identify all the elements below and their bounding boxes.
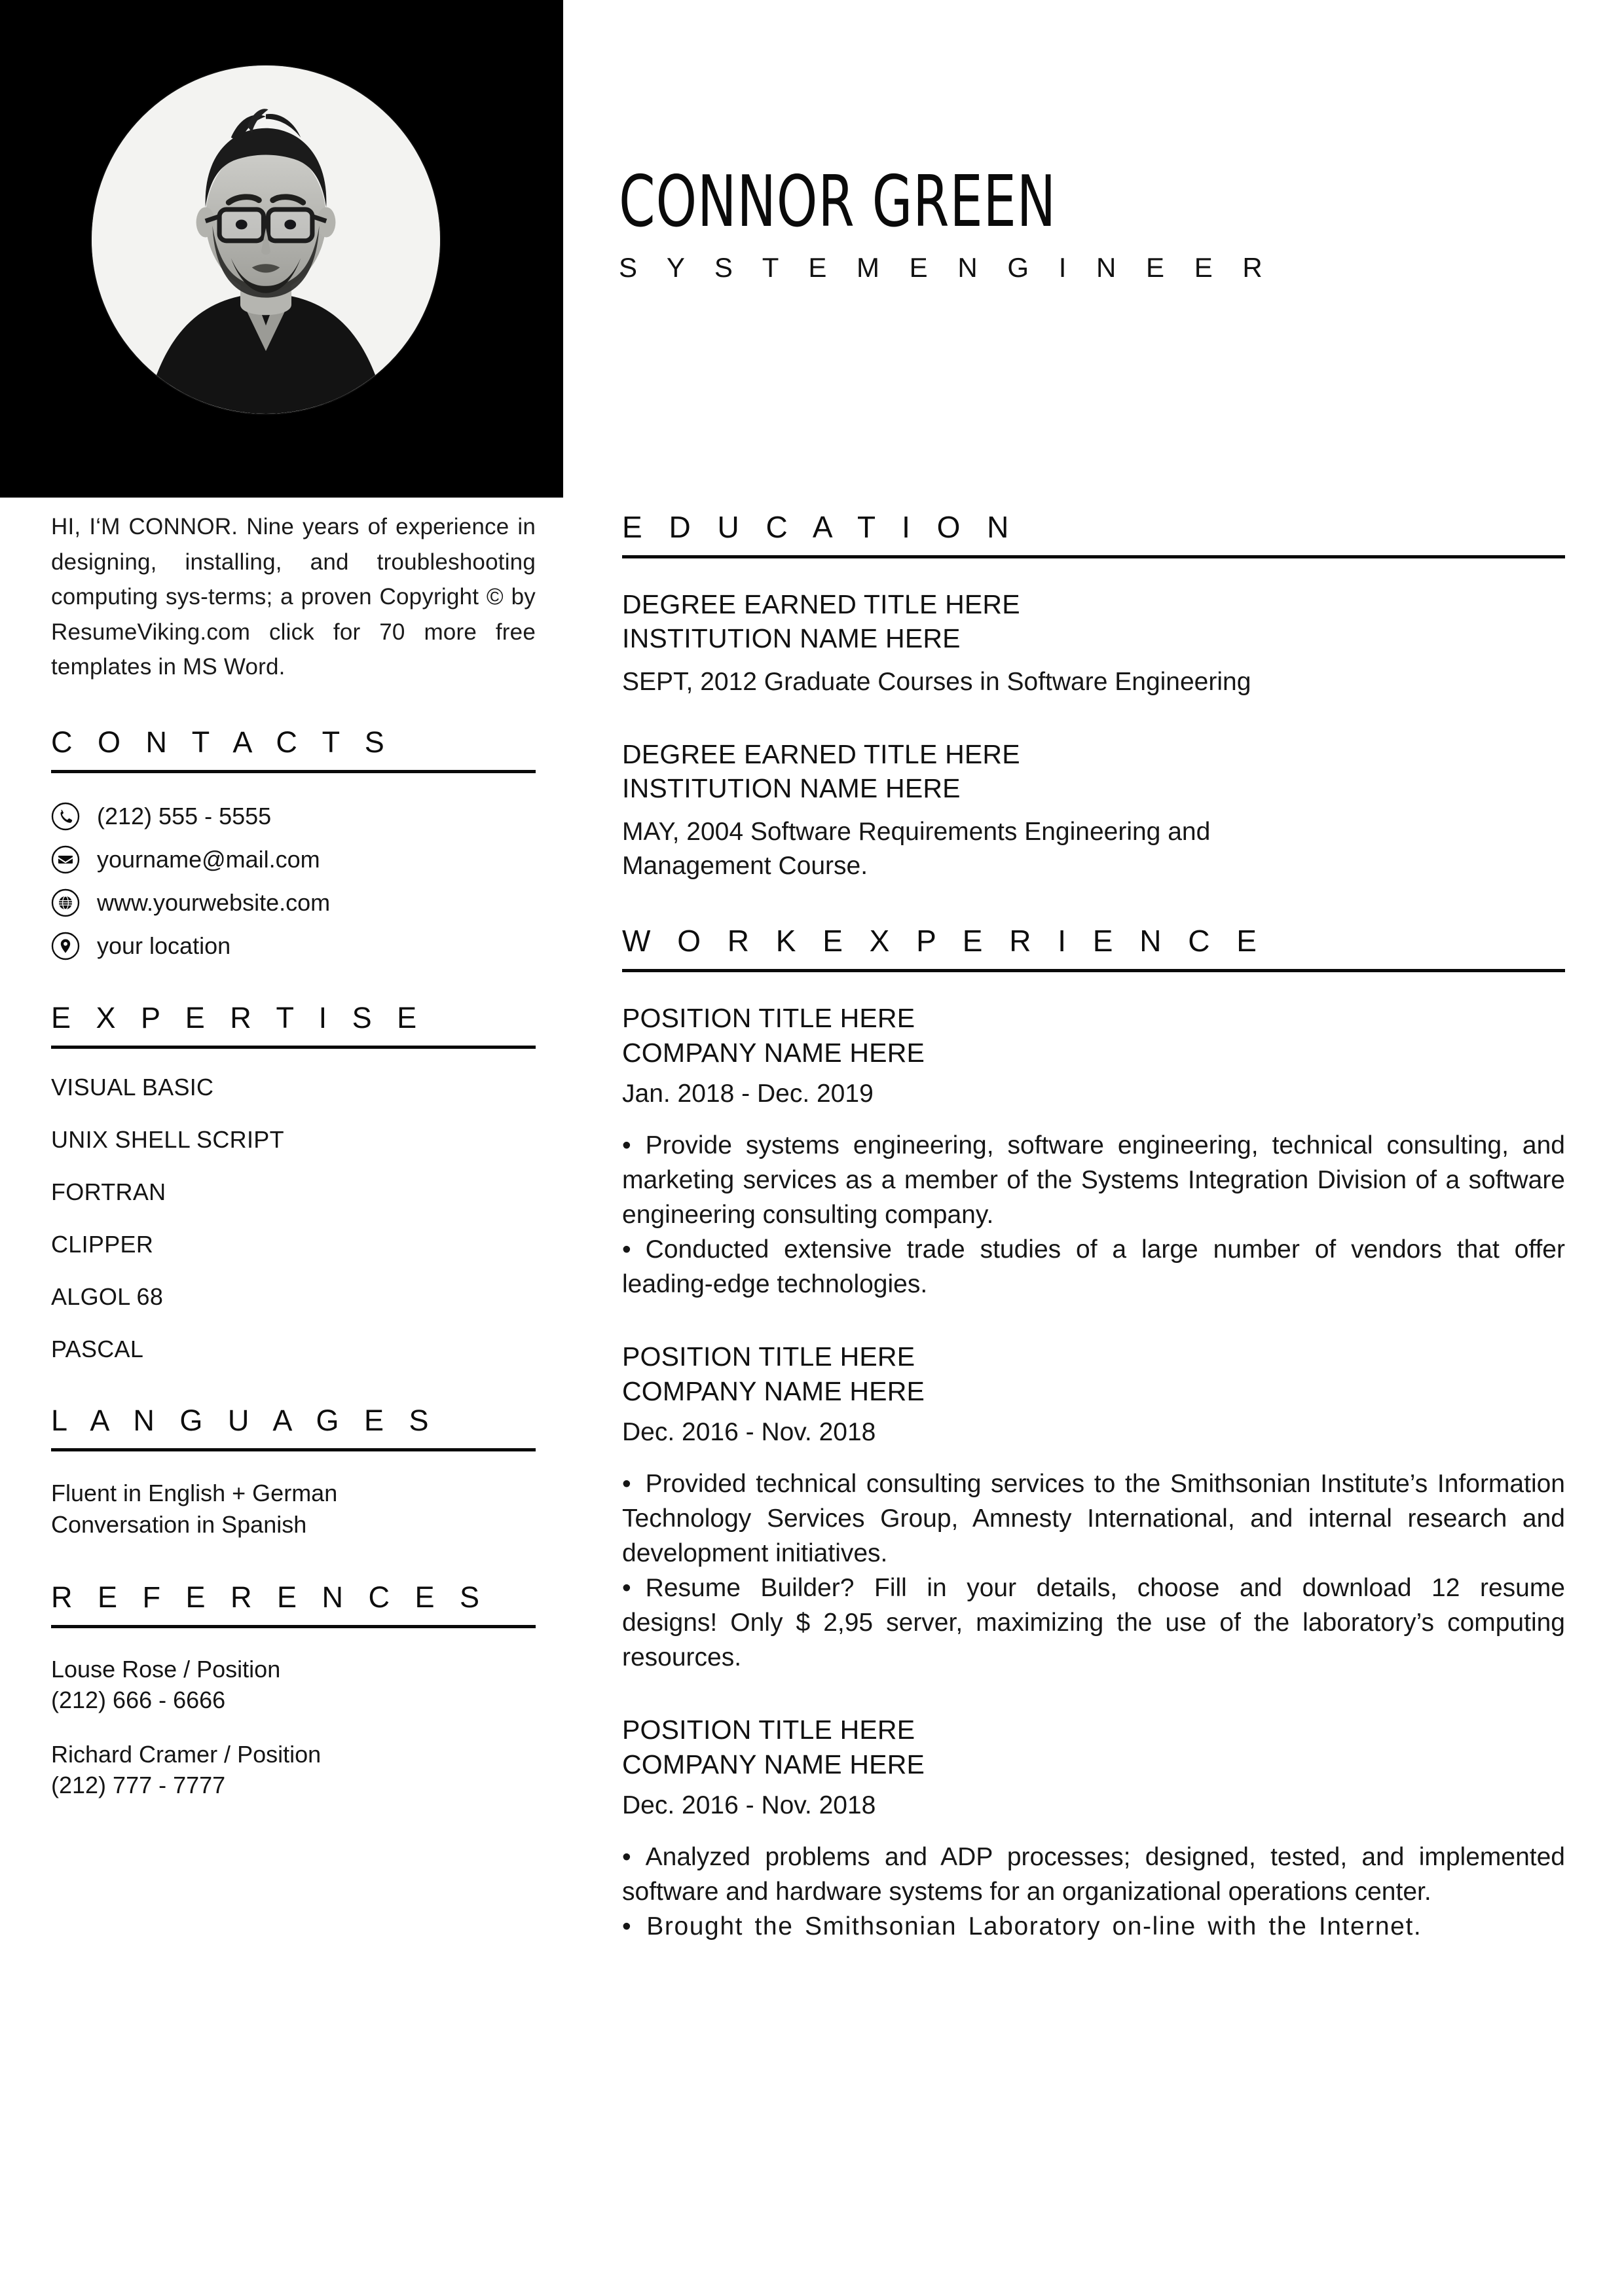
bullet-glyph: • bbox=[622, 1469, 631, 1498]
bullet-text: Analyzed problems and ADP processes; designed, tested, and implemented software and hardware systems for an organizational operations center. bbox=[622, 1842, 1565, 1906]
page-title: CONNOR GREEN bbox=[619, 161, 1057, 243]
languages-heading: L A N G U A G E S bbox=[51, 1403, 437, 1437]
skill-label: UNIX SHELL SCRIPT bbox=[51, 1125, 284, 1153]
location-pin-icon bbox=[51, 932, 80, 960]
work-experience-divider bbox=[622, 969, 1565, 972]
reference-name: Louse Rose / Position bbox=[51, 1656, 281, 1683]
skill-row bbox=[51, 1126, 536, 1154]
job-company: COMPANY NAME HERE bbox=[622, 1749, 925, 1779]
skill-label: VISUAL BASIC bbox=[51, 1073, 214, 1101]
education-item bbox=[622, 587, 1565, 699]
bullet-glyph: • bbox=[622, 1235, 631, 1264]
work-experience-heading: W O R K E X P E R I E N C E bbox=[622, 924, 1266, 958]
bullet-glyph: • bbox=[622, 1131, 631, 1160]
contacts-divider bbox=[51, 770, 536, 773]
references-list bbox=[51, 1654, 536, 1800]
sidebar bbox=[51, 509, 536, 1801]
job-title: S Y S T E M E N G I N E E R bbox=[619, 252, 1274, 283]
job-bullet bbox=[622, 1467, 1565, 1571]
work-experience-section bbox=[622, 923, 1565, 1943]
languages-divider bbox=[51, 1448, 536, 1451]
contacts-list bbox=[51, 802, 536, 960]
work-experience-item bbox=[622, 1001, 1565, 1302]
job-dates: Dec. 2016 - Nov. 2018 bbox=[622, 1791, 876, 1819]
education-list bbox=[622, 587, 1565, 883]
education-heading: E D U C A T I O N bbox=[622, 510, 1018, 544]
references-section bbox=[51, 1580, 536, 1800]
job-bullet bbox=[622, 1232, 1565, 1302]
skill-label: CLIPPER bbox=[51, 1230, 154, 1258]
expertise-list bbox=[51, 1074, 536, 1363]
reference-phone: (212) 666 - 6666 bbox=[51, 1686, 226, 1714]
contacts-section bbox=[51, 725, 536, 960]
expertise-heading: E X P E R T I S E bbox=[51, 1000, 426, 1034]
job-position: POSITION TITLE HERE bbox=[622, 1715, 915, 1745]
languages-list bbox=[51, 1478, 536, 1540]
reference-name: Richard Cramer / Position bbox=[51, 1741, 322, 1768]
job-bullets bbox=[622, 1467, 1565, 1675]
bullet-glyph: • bbox=[622, 1842, 631, 1871]
bullet-text: Provide systems engineering, software engineering, technical consulting, and marketing services as a member of the Systems Integration Division of a software engineering consulting company. bbox=[622, 1131, 1565, 1230]
job-bullets bbox=[622, 1840, 1565, 1944]
education-detail: MAY, 2004 Software Requirements Engineering and Management Course. bbox=[622, 817, 1211, 880]
bullet-text: Provided technical consulting services to the Smithsonian Institute’s Information Technology Services Group, Amnesty International, and internal research and development initiatives. bbox=[622, 1469, 1565, 1567]
reference-item bbox=[51, 1654, 536, 1716]
envelope-icon bbox=[51, 845, 80, 874]
skill-row bbox=[51, 1336, 536, 1363]
bullet-text: Conducted extensive trade studies of a large number of vendors that offer leading-edge technologies. bbox=[622, 1235, 1565, 1299]
phone-icon bbox=[51, 802, 80, 831]
job-bullets bbox=[622, 1128, 1565, 1302]
work-experience-item bbox=[622, 1339, 1565, 1675]
job-dates: Dec. 2016 - Nov. 2018 bbox=[622, 1418, 876, 1447]
skill-row bbox=[51, 1283, 536, 1311]
expertise-divider bbox=[51, 1046, 536, 1049]
profile-photo-illustration bbox=[92, 65, 440, 414]
job-company: COMPANY NAME HERE bbox=[622, 1376, 925, 1406]
bullet-glyph: • bbox=[622, 1912, 633, 1941]
bullet-text: Brought the Smithsonian Laboratory on-line with the Internet. bbox=[646, 1912, 1422, 1941]
skill-label: FORTRAN bbox=[51, 1178, 166, 1205]
skill-label: ALGOL 68 bbox=[51, 1283, 164, 1310]
education-institution: INSTITUTION NAME HERE bbox=[622, 773, 961, 804]
bullet-text: Resume Builder? Fill in your details, choose and download 12 resume designs! Only $ 2,95 server, maximizing the use of the laboratory’s computing resources. bbox=[622, 1573, 1565, 1672]
work-experience-item bbox=[622, 1713, 1565, 1944]
education-degree: DEGREE EARNED TITLE HERE bbox=[622, 738, 1020, 769]
profile-photo bbox=[90, 64, 441, 415]
job-bullet bbox=[622, 1840, 1565, 1909]
job-bullet bbox=[622, 1128, 1565, 1232]
contact-value-location: your location bbox=[97, 932, 231, 959]
work-experience-list bbox=[622, 1001, 1565, 1943]
contact-item-website[interactable] bbox=[51, 888, 536, 917]
contact-value-phone: (212) 555 - 5555 bbox=[97, 802, 272, 829]
job-company: COMPANY NAME HERE bbox=[622, 1037, 925, 1068]
job-bullet bbox=[622, 1571, 1565, 1675]
job-position: POSITION TITLE HERE bbox=[622, 1341, 915, 1372]
education-degree: DEGREE EARNED TITLE HERE bbox=[622, 589, 1020, 619]
reference-phone: (212) 777 - 7777 bbox=[51, 1771, 226, 1798]
job-position: POSITION TITLE HERE bbox=[622, 1003, 915, 1034]
contact-value-email: yourname@mail.com bbox=[97, 845, 320, 873]
main-content bbox=[622, 509, 1565, 1944]
contact-value-website: www.yourwebsite.com bbox=[97, 888, 331, 916]
bullet-glyph: • bbox=[622, 1573, 631, 1602]
references-divider bbox=[51, 1625, 536, 1628]
reference-item bbox=[51, 1740, 536, 1801]
resume-header bbox=[0, 0, 1624, 498]
references-heading: R E F E R E N C E S bbox=[51, 1580, 489, 1614]
languages-section bbox=[51, 1404, 536, 1540]
contacts-heading: C O N T A C T S bbox=[51, 725, 393, 759]
education-section bbox=[622, 509, 1565, 883]
contact-item-email[interactable] bbox=[51, 845, 536, 874]
globe-icon bbox=[51, 888, 80, 917]
skill-row bbox=[51, 1178, 536, 1206]
contact-item-location[interactable] bbox=[51, 932, 536, 960]
intro-paragraph: HI, I‘M CONNOR. Nine years of experience in designing, installing, and troubleshooting computing sys-terms; a proven Copyright © by ResumeViking.com click for 70 more free templates in MS Word. bbox=[51, 514, 536, 680]
education-item bbox=[622, 737, 1565, 883]
language-line: Fluent in English + German bbox=[51, 1479, 338, 1506]
skill-row bbox=[51, 1074, 536, 1101]
skill-label: PASCAL bbox=[51, 1335, 144, 1362]
header-identity bbox=[619, 161, 1536, 283]
expertise-section bbox=[51, 1001, 536, 1363]
contact-item-phone[interactable] bbox=[51, 802, 536, 831]
job-bullet bbox=[622, 1909, 1565, 1944]
skill-row bbox=[51, 1231, 536, 1258]
education-detail: SEPT, 2012 Graduate Courses in Software Engineering bbox=[622, 667, 1251, 696]
education-institution: INSTITUTION NAME HERE bbox=[622, 623, 961, 654]
job-dates: Jan. 2018 - Dec. 2019 bbox=[622, 1080, 874, 1108]
language-line: Conversation in Spanish bbox=[51, 1510, 307, 1538]
education-divider bbox=[622, 555, 1565, 558]
